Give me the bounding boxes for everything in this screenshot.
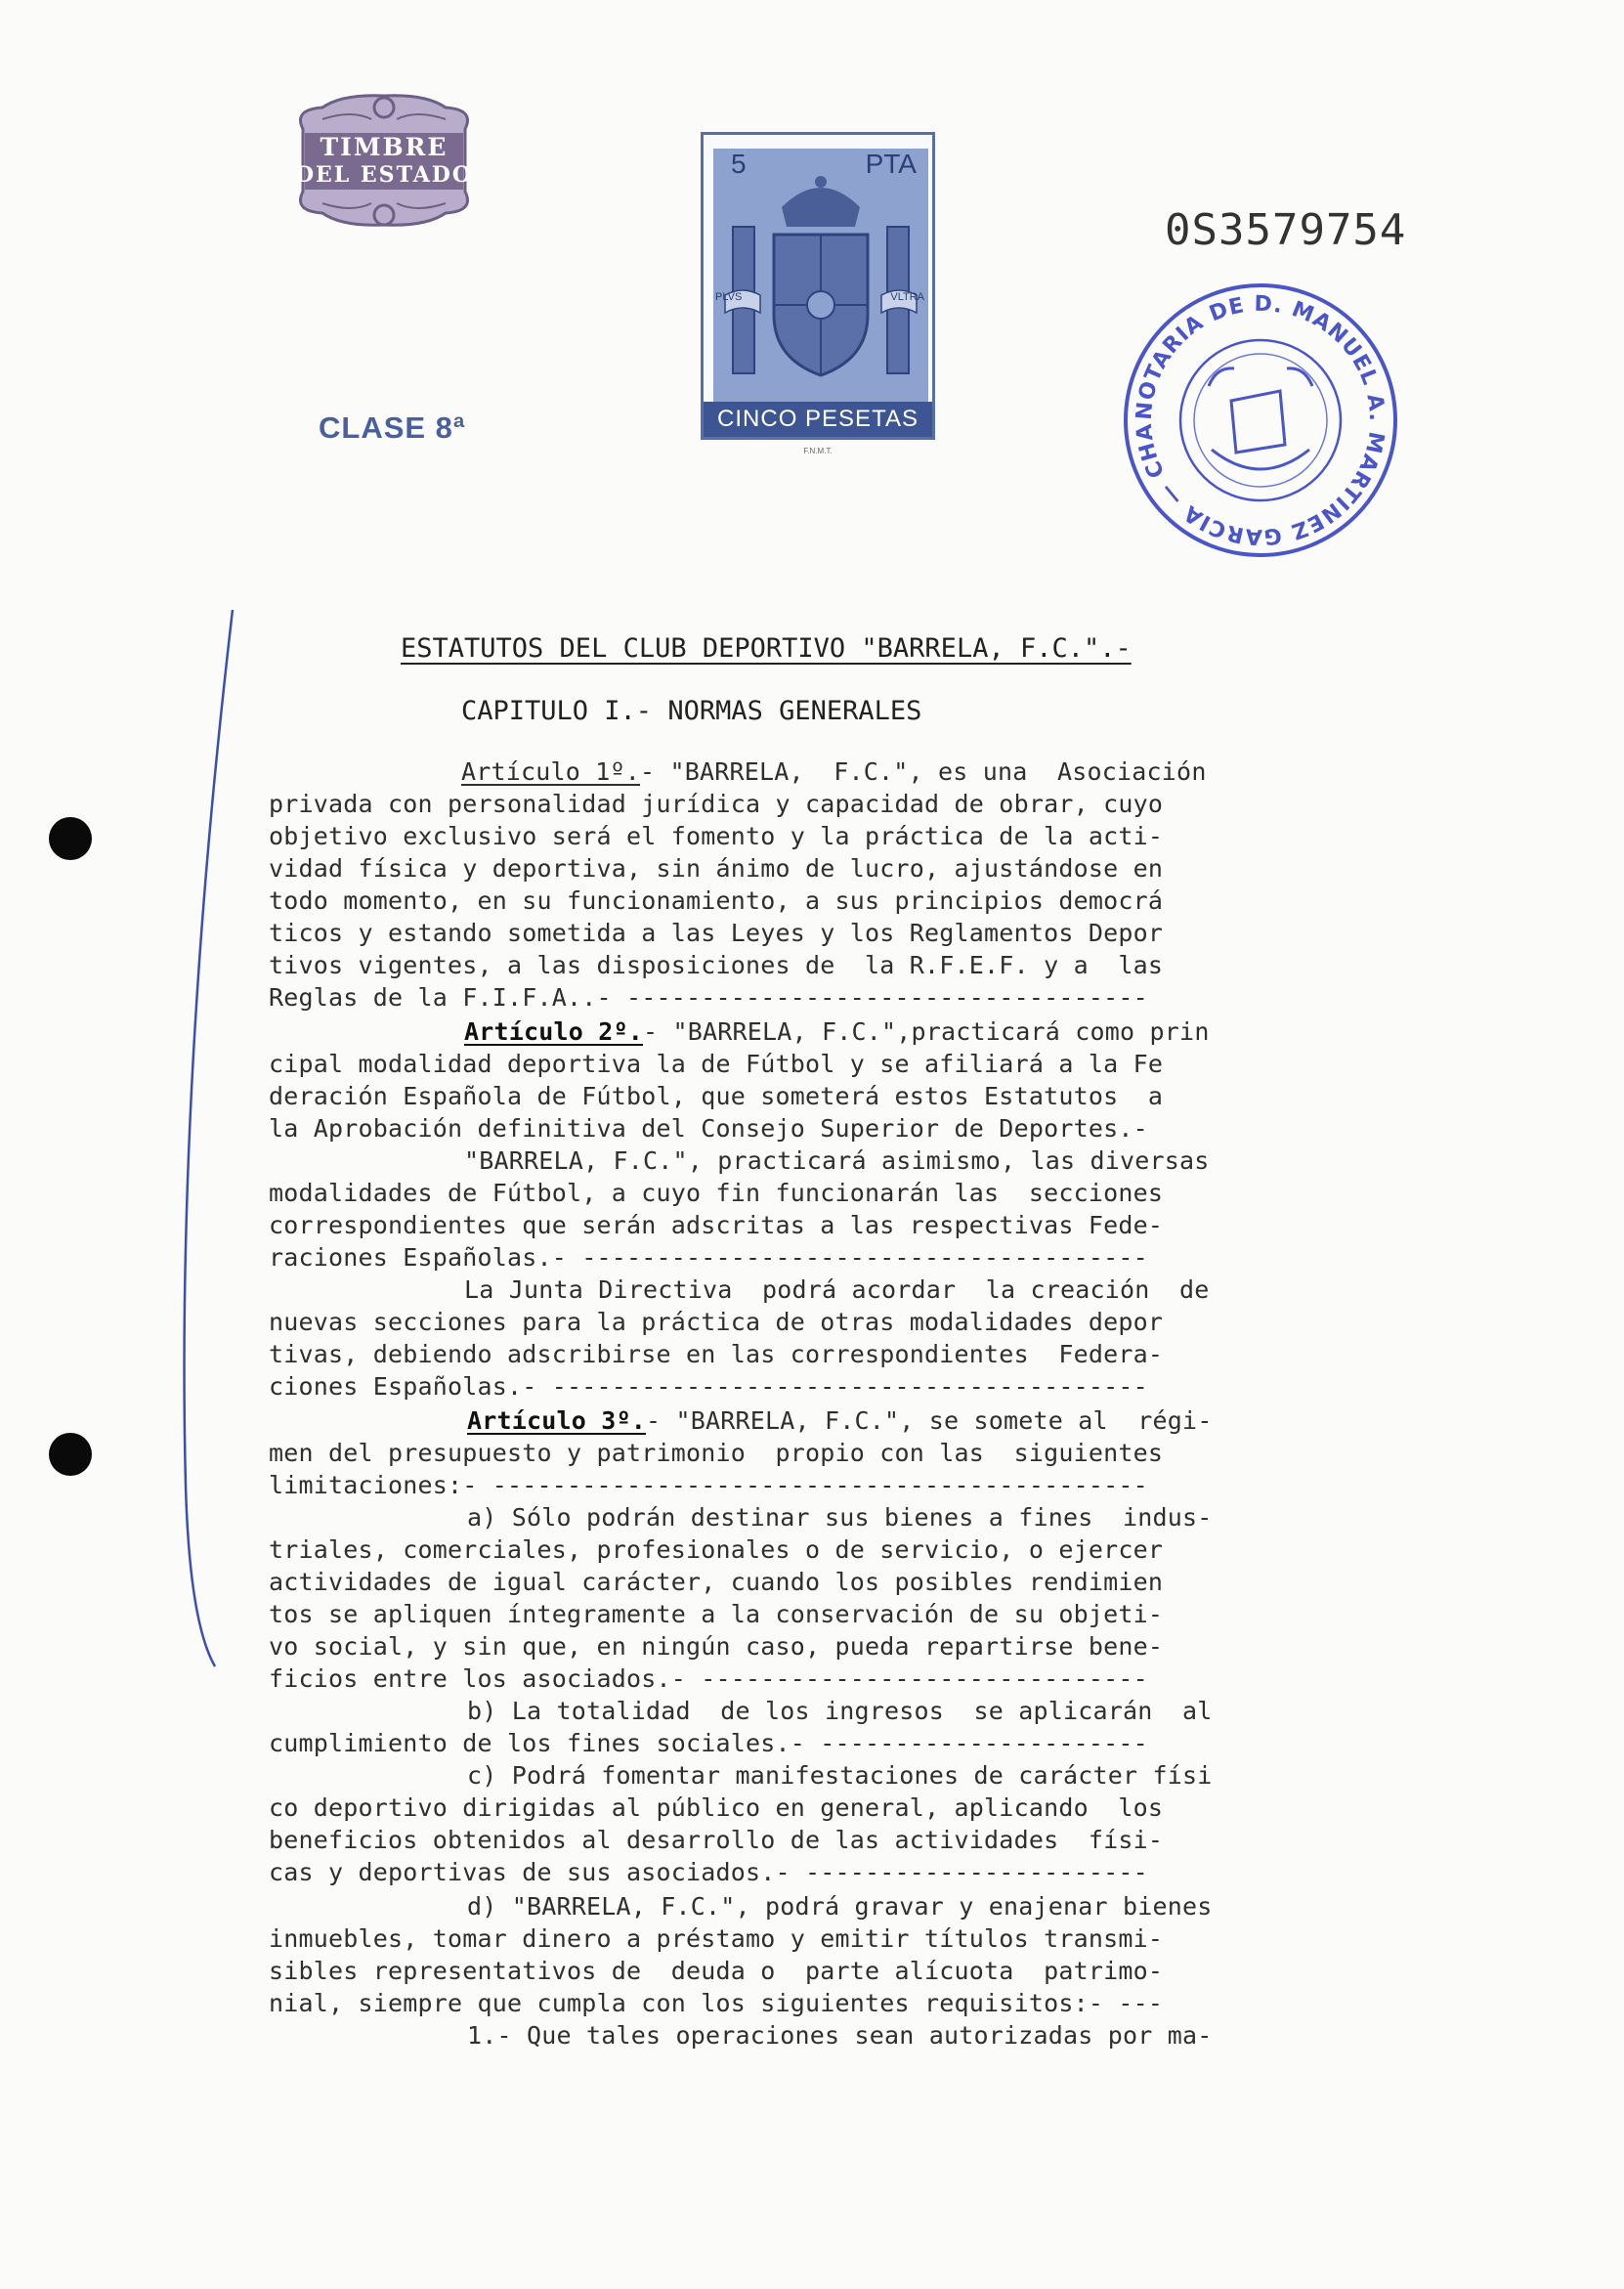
notary-seal-icon <box>1119 279 1402 562</box>
body-line: sibles representativos de deuda o parte alícuota patrimo- <box>269 1957 1164 1985</box>
fiscal-stamp <box>701 132 935 455</box>
body-line: tos se apliquen íntegramente a la conservación de su objeti- <box>269 1600 1164 1628</box>
timbre-ornament-icon <box>283 90 485 233</box>
serial-number: 0S3579754 <box>1165 205 1407 255</box>
body-line: triales, comerciales, profesionales o de servicio, o ejercer <box>269 1535 1164 1564</box>
body-line: nuevas secciones para la práctica de otras modalidades depor <box>269 1308 1164 1336</box>
body-line: ficios entre los asociados.- ------------------------------ <box>269 1664 1148 1693</box>
body-line: tivos vigentes, a las disposiciones de la R.F.E.F. y a las <box>269 951 1164 979</box>
article-heading: Artículo 3º. <box>467 1406 647 1435</box>
body-line: Reglas de la F.I.F.A..- ----------------------------------- <box>269 983 1148 1012</box>
binder-hole-bottom <box>49 1433 92 1476</box>
timbre-line-1: TIMBRE <box>320 133 449 161</box>
body-line: La Junta Directiva podrá acordar la creación de <box>464 1275 1210 1304</box>
body-line: deración Española de Fútbol, que someterá estos Estatutos a <box>269 1082 1164 1110</box>
stamp-currency: PTA <box>865 149 917 179</box>
body-line: objetivo exclusivo será el fomento y la práctica de la acti- <box>269 822 1164 850</box>
stamp-motto-right: VLTRA <box>890 291 924 303</box>
body-line: 1.- Que tales operaciones sean autorizadas por ma- <box>467 2021 1213 2050</box>
document-title: ESTATUTOS DEL CLUB DEPORTIVO "BARRELA, F.C.".- <box>401 633 1132 664</box>
body-line: inmuebles, tomar dinero a préstamo y emitir títulos transmi- <box>269 1924 1164 1953</box>
body-line: "BARRELA, F.C.", practicará asimismo, las diversas <box>464 1146 1210 1175</box>
article-heading: Artículo 2º. <box>464 1017 644 1046</box>
timbre-del-estado-emblem <box>283 90 485 233</box>
stamp-motto-left: PLVS <box>715 291 743 303</box>
article-heading: Artículo 1º. <box>461 757 641 786</box>
body-line: correspondientes que serán adscritas a las respectivas Fede- <box>269 1211 1164 1239</box>
stamp-caption: CINCO PESETAS <box>704 402 932 437</box>
body-line <box>467 1405 1213 1437</box>
body-line: cumplimiento de los fines sociales.- ---------------------- <box>269 1729 1148 1757</box>
body-line: vo social, y sin que, en ningún caso, pueda repartirse bene- <box>269 1632 1164 1661</box>
body-line: todo momento, en su funcionamiento, a sus principios democrá <box>269 886 1164 915</box>
clase-label: CLASE 8ª <box>319 410 466 445</box>
body-line: actividades de igual carácter, cuando los posibles rendimien <box>269 1568 1164 1596</box>
body-line: d) "BARRELA, F.C.", podrá gravar y enajenar bienes <box>467 1892 1213 1921</box>
body-line: b) La totalidad de los ingresos se aplicarán al <box>467 1697 1213 1725</box>
body-line: ticos y estando sometida a las Leyes y los Reglamentos Depor <box>269 919 1164 947</box>
body-line: vidad física y deportiva, sin ánimo de lucro, ajustándose en <box>269 854 1164 883</box>
body-line: c) Podrá fomentar manifestaciones de carácter físi <box>467 1761 1213 1790</box>
body-line: raciones Españolas.- -------------------------------------- <box>269 1243 1148 1272</box>
body-line: tivas, debiendo adscribirse en las correspondientes Federa- <box>269 1340 1164 1368</box>
body-line: men del presupuesto y patrimonio propio con las siguientes <box>269 1439 1164 1467</box>
body-line: cas y deportivas de sus asociados.- ----------------------- <box>269 1858 1148 1886</box>
body-line <box>464 1016 1210 1048</box>
body-line: privada con personalidad jurídica y capacidad de obrar, cuyo <box>269 790 1164 818</box>
body-line: limitaciones:- -------------------------------------------- <box>269 1471 1148 1499</box>
body-line: beneficios obtenidos al desarrollo de las actividades físi- <box>269 1826 1164 1854</box>
body-line-rest: - "BARRELA, F.C.", se somete al régi- <box>646 1406 1213 1435</box>
binder-hole-top <box>49 817 92 860</box>
timbre-line-2: DEL ESTADO <box>294 162 474 188</box>
body-line: nial, siempre que cumpla con los siguientes requisitos:- --- <box>269 1989 1164 2017</box>
coat-of-arms-icon <box>713 149 928 408</box>
body-line: a) Sólo podrán destinar sus bienes a fines indus- <box>467 1503 1213 1532</box>
stamp-mint-mark: F.N.M.T. <box>803 447 833 455</box>
body-line <box>461 756 1207 788</box>
body-line: cipal modalidad deportiva la de Fútbol y se afiliará a la Fe <box>269 1050 1164 1078</box>
seal-text: NOTARIA DE D. MANUEL A. MARTINEZ GARCIA — CHA <box>1132 291 1389 549</box>
notary-seal <box>1119 279 1402 562</box>
margin-pen-line <box>156 606 235 1671</box>
body-line: ciones Españolas.- ---------------------------------------- <box>269 1372 1148 1401</box>
body-line: la Aprobación definitiva del Consejo Superior de Deportes.- <box>269 1114 1148 1143</box>
stamp-value: 5 <box>731 149 747 179</box>
body-line-rest: - "BARRELA, F.C.",practicará como prin <box>643 1017 1210 1046</box>
chapter-heading: CAPITULO I.- NORMAS GENERALES <box>461 696 922 726</box>
body-line: modalidades de Fútbol, a cuyo fin funcionarán las secciones <box>269 1179 1164 1207</box>
body-line: co deportivo dirigidas al público en general, aplicando los <box>269 1793 1164 1822</box>
body-line-rest: - "BARRELA, F.C.", es una Asociación <box>640 757 1207 786</box>
